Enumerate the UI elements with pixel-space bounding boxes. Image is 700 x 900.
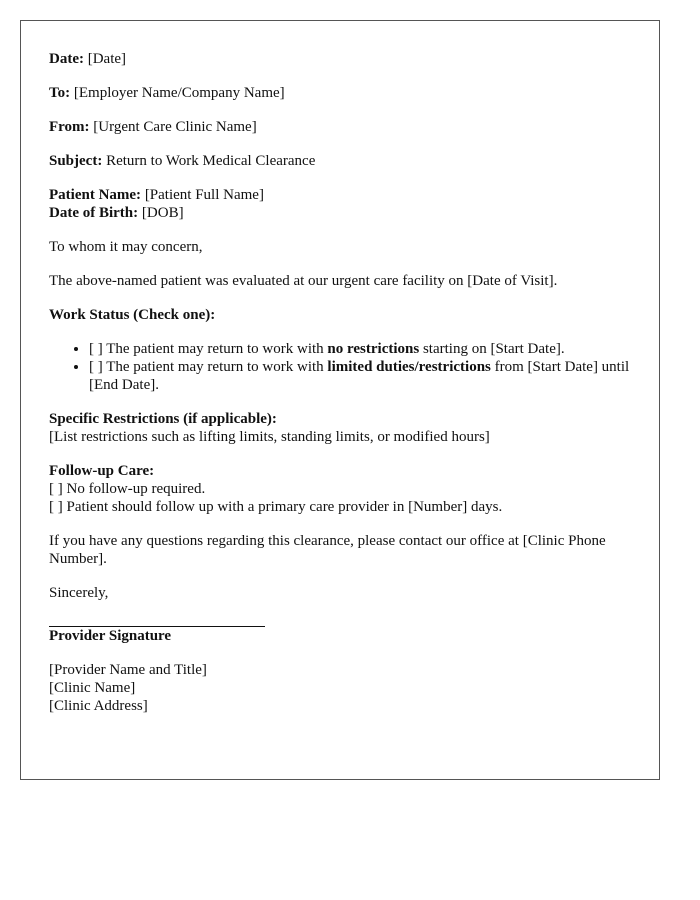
subject-line xyxy=(49,152,631,170)
contact-statement: If you have any questions regarding this clearance, please contact our office at [Clinic Phone Number]. xyxy=(49,533,606,567)
work-status-option-no-restrictions xyxy=(89,340,631,358)
signature-label-text: Provider Signature xyxy=(49,628,172,644)
follow-up-heading: Follow-up Care: xyxy=(49,463,155,479)
evaluation-statement: The above-named patient was evaluated at our urgent care facility on [Date of Visit]. xyxy=(49,273,558,289)
work-status-heading xyxy=(49,306,631,324)
subject-label: Subject: xyxy=(49,153,103,169)
restrictions-section xyxy=(49,410,631,446)
closing-sincerely: Sincerely, xyxy=(49,585,109,601)
clearance-letter xyxy=(20,20,660,780)
option-suffix: from [Start Date] until [End Date]. xyxy=(89,359,630,393)
from-label: From: xyxy=(49,119,90,135)
from-value: [Urgent Care Clinic Name] xyxy=(93,119,257,135)
provider-name: [Provider Name and Title] xyxy=(49,662,207,678)
patient-name-label: Patient Name: xyxy=(49,187,142,203)
greeting: To whom it may concern, xyxy=(49,239,203,255)
from-line xyxy=(49,118,631,136)
dob-value: [DOB] xyxy=(141,205,184,221)
date-value: [Date] xyxy=(87,51,127,67)
restrictions-text: [List restrictions such as lifting limits, standing limits, or modified hours] xyxy=(49,429,490,445)
signature-label xyxy=(49,627,631,645)
patient-name-line xyxy=(49,186,631,204)
option-prefix: [ ] The patient may return to work with xyxy=(89,359,328,375)
option-emphasis: limited duties/restrictions xyxy=(327,359,491,375)
work-status-heading-text: Work Status (Check one): xyxy=(49,307,216,323)
restrictions-heading: Specific Restrictions (if applicable): xyxy=(49,411,277,427)
clinic-address: [Clinic Address] xyxy=(49,698,148,714)
clinic-name: [Clinic Name] xyxy=(49,680,136,696)
to-label: To: xyxy=(49,85,71,101)
follow-up-option-none: [ ] No follow-up required. xyxy=(49,481,206,497)
patient-name-value: [Patient Full Name] xyxy=(144,187,264,203)
provider-block xyxy=(49,661,631,715)
to-line xyxy=(49,84,631,102)
to-value: [Employer Name/Company Name] xyxy=(73,85,285,101)
dob-label: Date of Birth: xyxy=(49,205,139,221)
work-status-options xyxy=(49,340,631,394)
work-status-option-limited-duties xyxy=(89,358,631,394)
option-suffix: starting on [Start Date]. xyxy=(419,341,565,357)
follow-up-section xyxy=(49,462,631,516)
option-prefix: [ ] The patient may return to work with xyxy=(89,341,328,357)
option-emphasis: no restrictions xyxy=(327,341,420,357)
patient-info xyxy=(49,186,631,222)
dob-line xyxy=(49,204,631,222)
date-label: Date: xyxy=(49,51,84,67)
follow-up-option-primary-care: [ ] Patient should follow up with a primary care provider in [Number] days. xyxy=(49,499,503,515)
date-line xyxy=(49,50,631,68)
subject-value: Return to Work Medical Clearance xyxy=(106,153,316,169)
